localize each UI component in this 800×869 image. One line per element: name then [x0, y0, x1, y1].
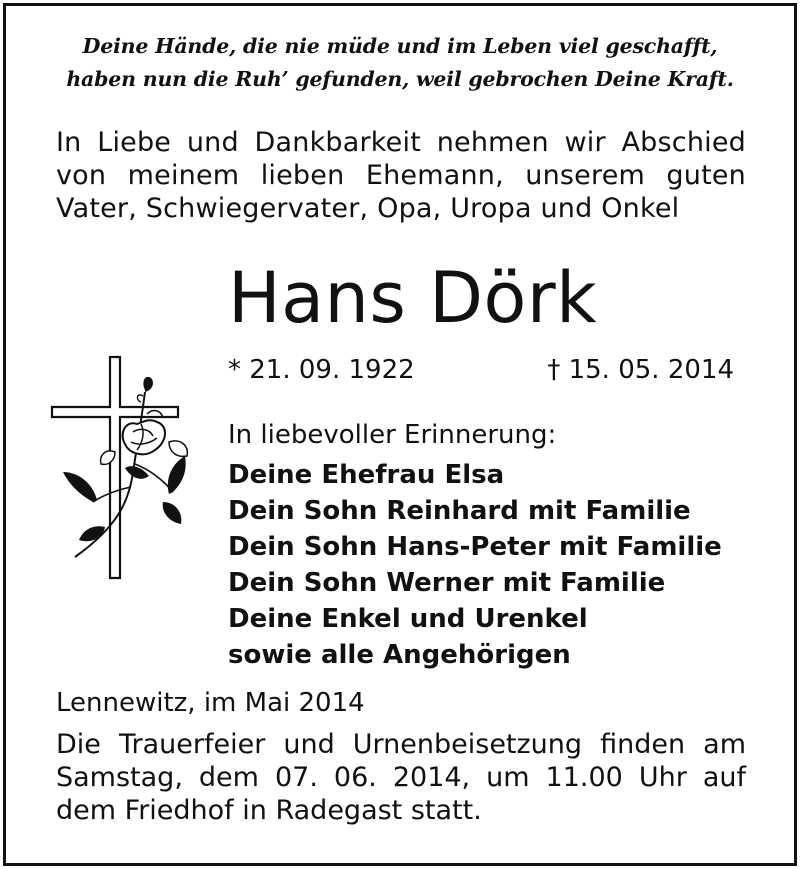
list-item: Dein Sohn Reinhard mit Familie [228, 496, 691, 526]
service-line: Die Trauerfeier und Urnenbeisetzung finden am [56, 729, 746, 760]
intro-line: von meinem lieben Ehemann, unserem guten [56, 160, 746, 191]
list-item: Deine Enkel und Urenkel [228, 604, 588, 634]
service-line: Samstag, dem 07. 06. 2014, um 11.00 Uhr auf [56, 762, 746, 793]
birth-date: * 21. 09. 1922 [228, 355, 415, 385]
list-item: Dein Sohn Hans-Peter mit Familie [228, 532, 722, 562]
motto-line: haben nun die Ruh’ gefunden, weil gebrochen Deine Kraft. [66, 67, 734, 91]
intro-line: In Liebe und Dankbarkeit nehmen wir Abschied [56, 127, 746, 158]
place-and-date: Lennewitz, im Mai 2014 [56, 688, 365, 718]
list-item: sowie alle Angehörigen [228, 640, 571, 670]
deceased-name: Hans Dörk [228, 257, 598, 339]
service-line: dem Friedhof in Radegast statt. [56, 795, 482, 826]
mourners-list [228, 457, 722, 673]
service-notice [56, 728, 746, 827]
death-date: † 15. 05. 2014 [547, 355, 734, 385]
list-item: Deine Ehefrau Elsa [228, 460, 505, 490]
intro-line: Vater, Schwiegervater, Opa, Uropa und Onkel [56, 193, 680, 224]
cross-with-rose-icon [45, 352, 190, 584]
list-item: Dein Sohn Werner mit Familie [228, 568, 666, 598]
motto-line: Deine Hände, die nie müde und im Leben viel geschafft, [82, 34, 718, 58]
intro-text [56, 126, 746, 225]
motto-verse [0, 30, 800, 96]
memory-label: In liebevoller Erinnerung: [228, 420, 557, 450]
